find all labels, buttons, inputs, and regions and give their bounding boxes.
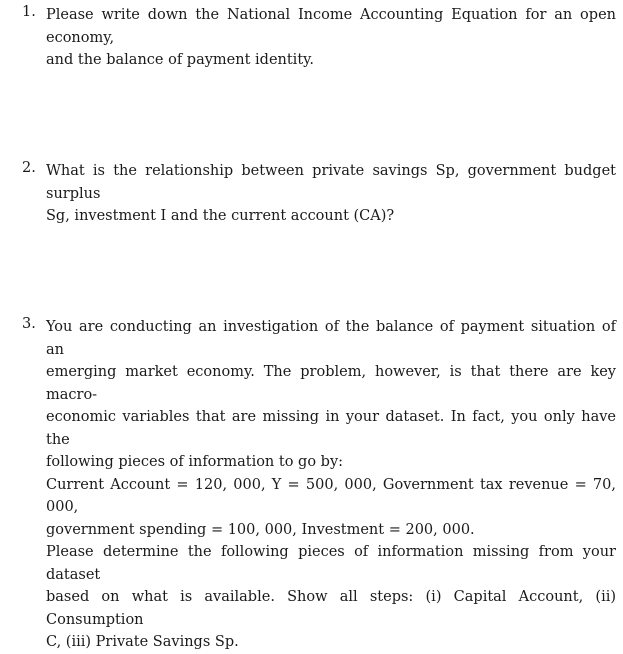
question-1-line-1: Please write down the National Income Accounting Equation for an open economy, <box>46 7 616 46</box>
question-3-text <box>46 316 616 654</box>
question-3-line-9: C, (iii) Private Savings Sp. <box>46 634 239 650</box>
question-3-line-3: economic variables that are missing in your dataset. In fact, you only have the <box>46 409 616 448</box>
question-3-line-5: Current Account = 120, 000, Y = 500, 000, Government tax revenue = 70, 000, <box>46 476 616 515</box>
question-2-text <box>46 160 616 228</box>
question-3-line-8: based on what is available. Show all steps: (i) Capital Account, (ii) Consumption <box>46 589 616 628</box>
question-1-text <box>46 4 616 72</box>
question-2-line-1: What is the relationship between private savings Sp, government budget surplus <box>46 163 616 202</box>
question-3-line-2: emerging market economy. The problem, however, is that there are key macro- <box>46 364 616 403</box>
question-3-line-7: Please determine the following pieces of information missing from your dataset <box>46 544 616 583</box>
question-3-line-6: government spending = 100, 000, Investment = 200, 000. <box>46 521 475 538</box>
question-2-line-2: Sg, investment I and the current account (CA)? <box>46 208 395 224</box>
question-2-number: 2. <box>22 160 36 176</box>
question-3-line-4: following pieces of information to go by: <box>46 454 344 470</box>
question-1-line-2: and the balance of payment identity. <box>46 52 315 68</box>
question-3-line-1: You are conducting an investigation of the balance of payment situation of an <box>46 319 616 358</box>
question-3-number: 3. <box>22 316 36 332</box>
question-1-number: 1. <box>22 4 36 20</box>
